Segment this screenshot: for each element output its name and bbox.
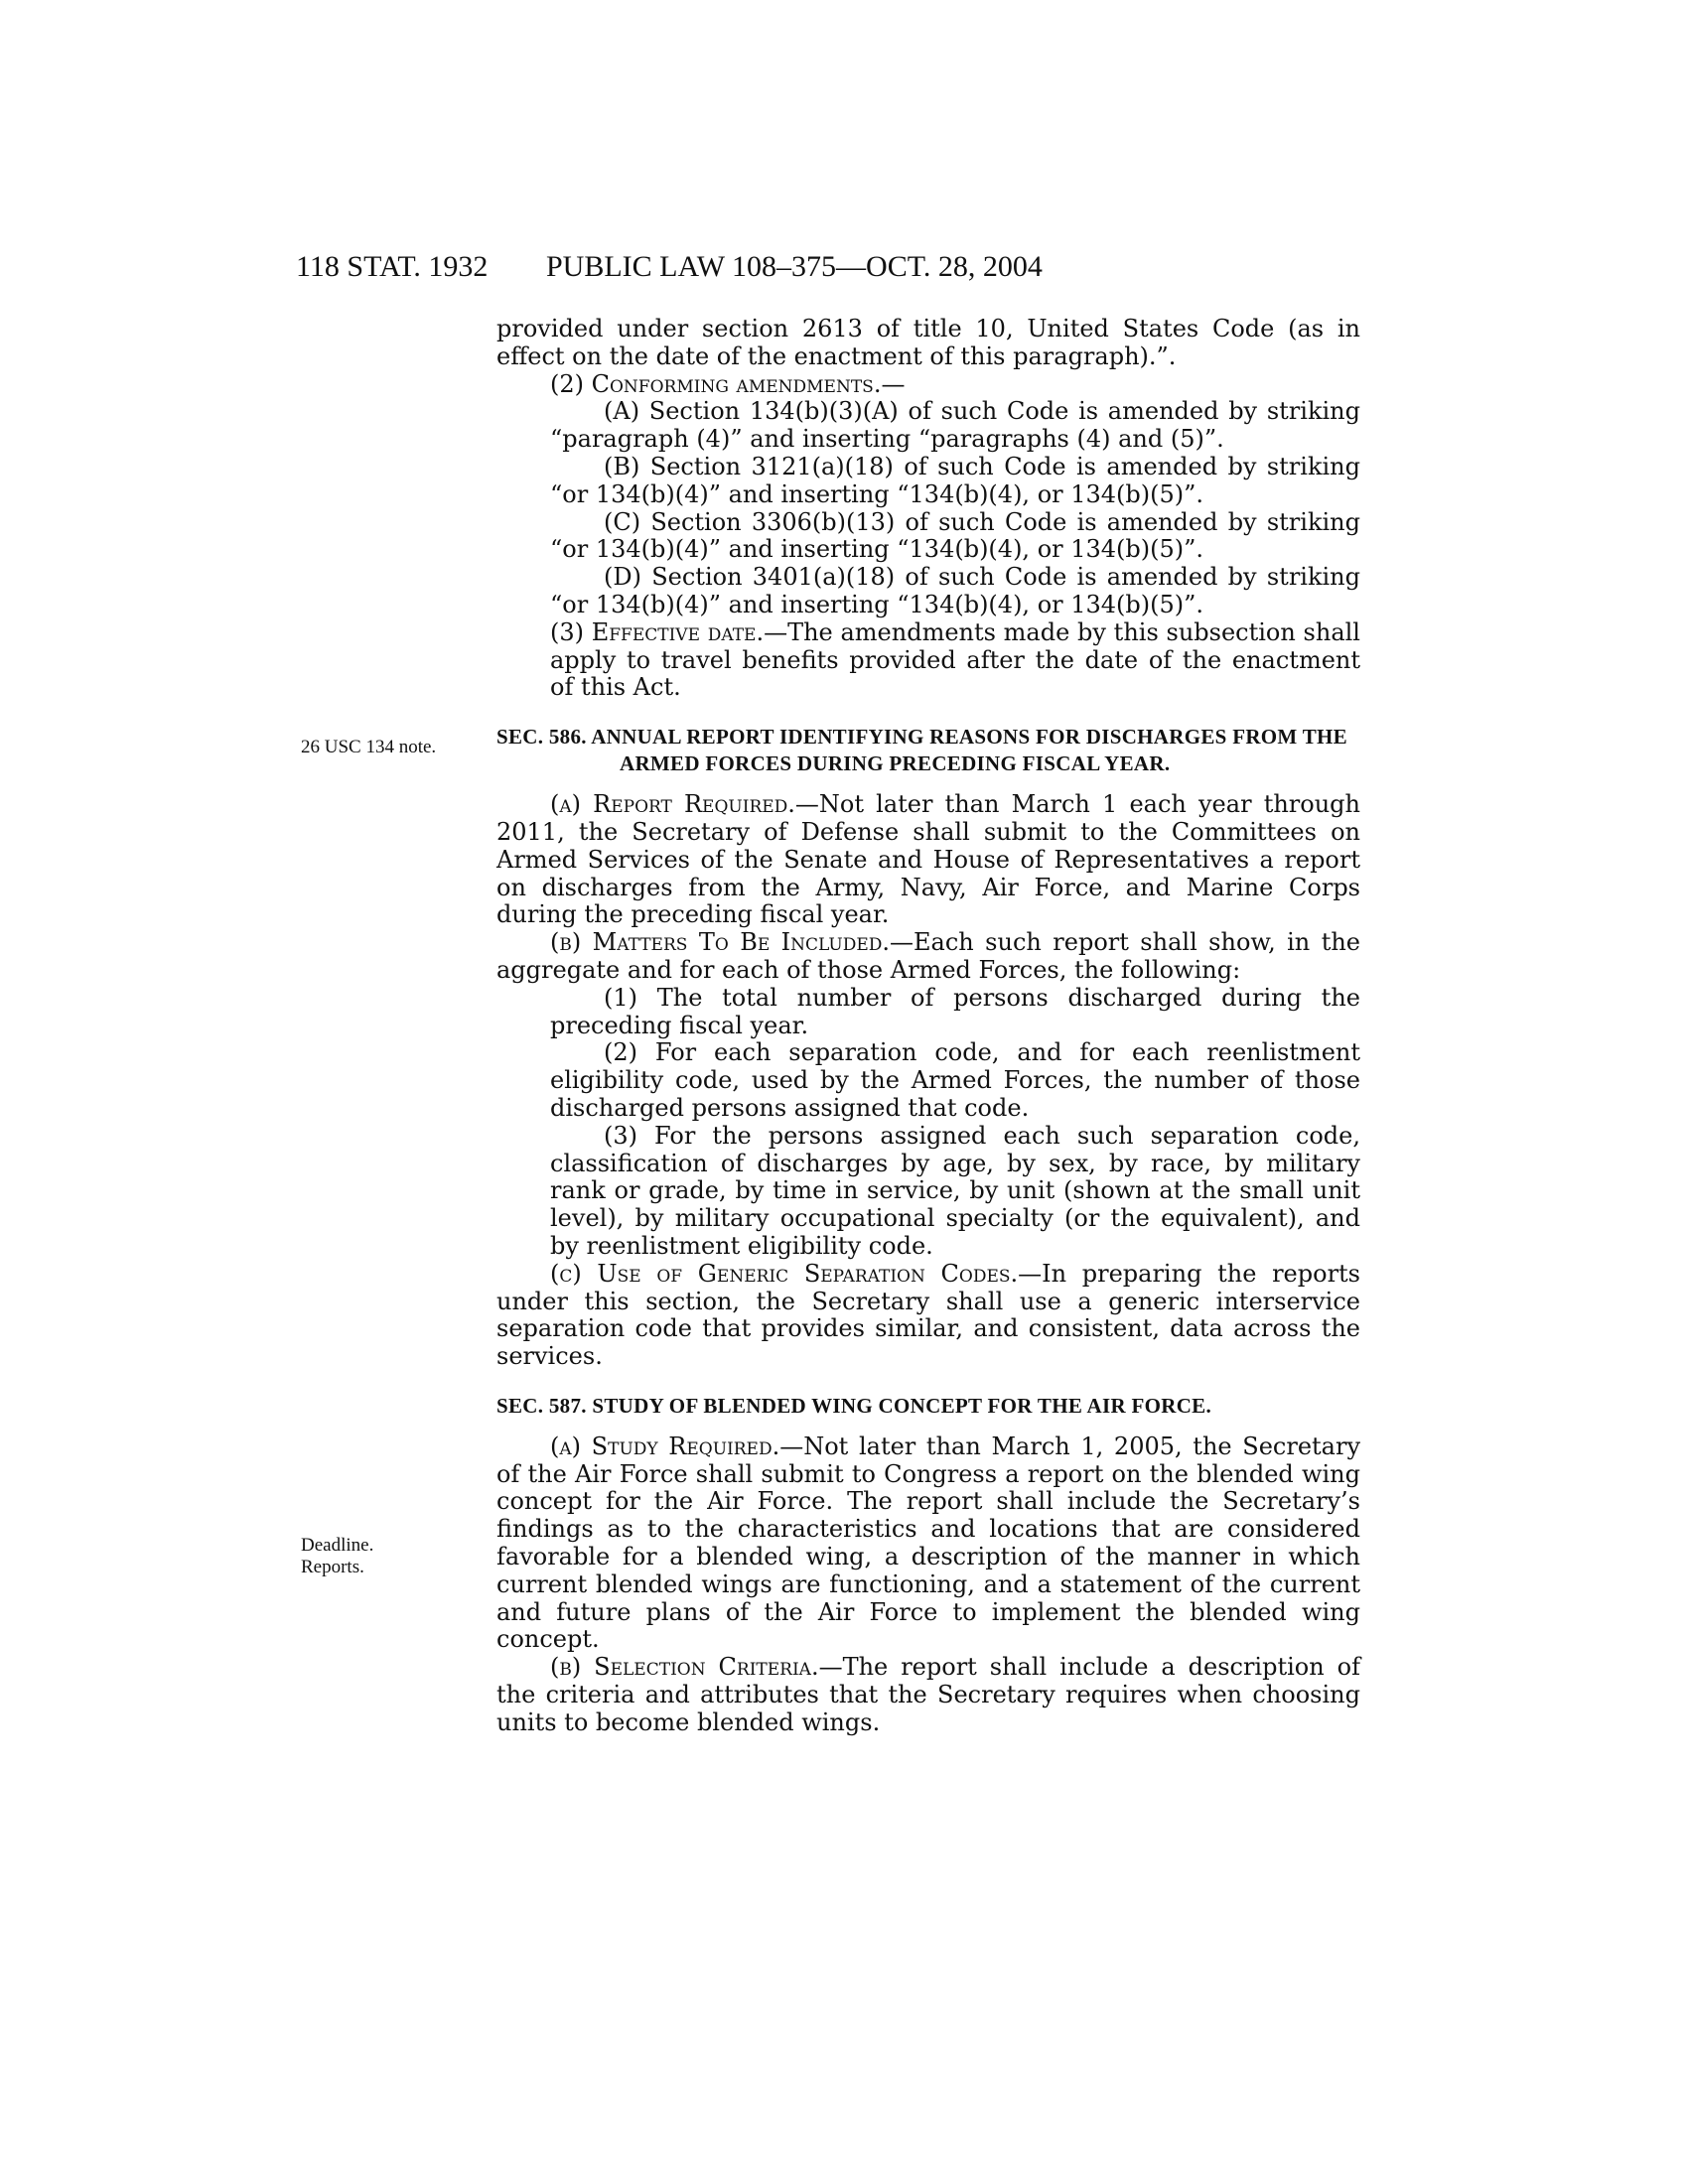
section-587-b-text: —The report shall include a description of the criteria and attributes that the Secretary requires when choosing units to become blended wings.: [496, 1653, 1360, 1736]
running-title: PUBLIC LAW 108–375—OCT. 28, 2004: [546, 250, 1043, 283]
section-586-b: [496, 929, 1360, 985]
statute-page-number: 118 STAT. 1932: [296, 250, 489, 283]
continued-paragraph: provided under section 2613 of title 10, United States Code (as in effect on the date of the enactment of this paragraph).”.: [496, 315, 1360, 370]
paragraph-2-label: (2) Conforming amendments.—: [550, 369, 906, 398]
paragraph-3: [496, 619, 1360, 702]
section-586-b-3: (3) For the persons assigned each such separation code, classification of discharges by age, by sex, by race, by military rank or grade, by time in service, by unit (shown at the small unit level), by military occupational specialty (or the equivalent), and by reenlistment eligibility code.: [550, 1121, 1360, 1260]
section-586-a-text: —Not later than March 1 each year through 2011, the Secretary of Defense shall submit to the Committees on Armed Services of the Senate and House of Representatives a report on discharges from the Army, Navy, Air Force, and Marine Corps during the preceding fiscal year.: [496, 790, 1360, 929]
margin-note-deadline-text: Deadline.: [301, 1535, 374, 1556]
section-586-b-label: (b) Matters To Be Included.: [550, 928, 891, 957]
paragraph-2-b: (B) Section 3121(a)(18) of such Code is amended by striking “or 134(b)(4)” and inserting “134(b)(4), or 134(b)(5)”.: [550, 452, 1360, 508]
margin-note-reports-text: Reports.: [301, 1557, 364, 1577]
paragraph-3-label: (3) Effective date.: [550, 617, 765, 646]
section-586-b-text: —Each such report shall show, in the aggregate and for each of those Armed Forces, the following:: [496, 928, 1360, 984]
paragraph-3-text: —The amendments made by this subsection shall apply to travel benefits provided after the date of the enactment of this Act.: [550, 617, 1360, 702]
section-586-a-label: (a) Report Required.: [550, 790, 795, 819]
section-587-a-label: (a) Study Required.: [550, 1432, 780, 1460]
paragraph-2-a: (A) Section 134(b)(3)(A) of such Code is amended by striking “paragraph (4)” and inserting “paragraphs (4) and (5)”.: [550, 397, 1360, 454]
paragraph-2-d: (D) Section 3401(a)(18) of such Code is amended by striking “or 134(b)(4)” and inserting “134(b)(4), or 134(b)(5)”.: [550, 563, 1360, 618]
page-header: [0, 250, 1688, 290]
margin-note-usc: 26 USC 134 note.: [301, 737, 437, 757]
section-587-a-text: —Not later than March 1, 2005, the Secretary of the Air Force shall submit to Congress a report on the blended wing concept for the Air Force. The report shall include the Secretary’s findings as to the characteristics and locations that are considered favorable for a blended wing, a description of the manner in which current blended wings are functioning, and a statement of the current and future plans of the Air Force to implement the blended wing concept.: [496, 1432, 1361, 1654]
paragraph-2-heading: [496, 371, 1360, 399]
main-text-column: [496, 316, 1360, 1737]
section-586-c-label: (c) Use of Generic Separation Codes.: [550, 1259, 1019, 1288]
section-587-b-label: (b) Selection Criteria.: [550, 1653, 819, 1682]
section-586-heading: SEC. 586. ANNUAL REPORT IDENTIFYING REASONS FOR DISCHARGES FROM THE ARMED FORCES DURING PRECEDING FISCAL YEAR.: [496, 725, 1347, 776]
section-587-b: [496, 1654, 1360, 1736]
section-586-c-text: —In preparing the reports under this section, the Secretary shall use a generic interservice separation code that provides similar, and consistent, data across the services.: [496, 1259, 1360, 1371]
section-586-c: [496, 1261, 1360, 1371]
section-587-heading: SEC. 587. STUDY OF BLENDED WING CONCEPT FOR THE AIR FORCE.: [496, 1393, 1212, 1418]
section-586-b-1: (1) The total number of persons discharged during the preceding fiscal year.: [550, 983, 1360, 1039]
margin-note-deadline: [301, 1535, 373, 1578]
section-586-a: [496, 791, 1360, 929]
section-587-a: [496, 1433, 1360, 1654]
paragraph-2-c: (C) Section 3306(b)(13) of such Code is amended by striking “or 134(b)(4)” and inserting “134(b)(4), or 134(b)(5)”.: [550, 507, 1360, 564]
section-586-b-2: (2) For each separation code, and for each reenlistment eligibility code, used by the Armed Forces, the number of those discharged persons assigned that code.: [550, 1038, 1360, 1122]
